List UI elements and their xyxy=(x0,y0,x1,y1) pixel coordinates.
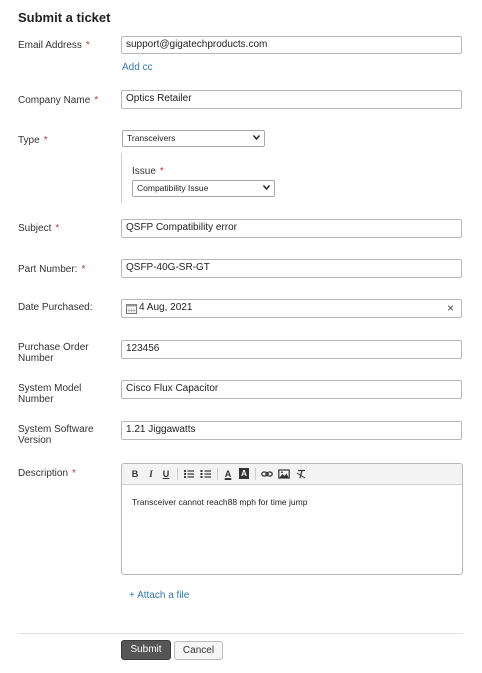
required-marker: * xyxy=(81,264,86,275)
background-color-icon[interactable]: A xyxy=(239,468,249,479)
toolbar-separator xyxy=(177,468,178,480)
numbered-list-icon[interactable] xyxy=(200,467,212,481)
attach-file-link[interactable]: + Attach a file xyxy=(129,590,190,601)
subject-field[interactable]: QSFP Compatibility error xyxy=(121,219,462,238)
email-label: Email Address * xyxy=(18,40,90,51)
underline-icon[interactable]: U xyxy=(162,469,170,479)
required-marker: * xyxy=(55,223,60,234)
chevron-down-icon xyxy=(263,183,270,192)
bullet-list-icon[interactable] xyxy=(183,467,195,481)
font-color-icon[interactable]: A xyxy=(224,469,232,479)
type-select[interactable] xyxy=(122,130,265,147)
company-field[interactable]: Optics Retailer xyxy=(121,90,462,109)
toolbar-separator xyxy=(217,468,218,480)
clear-date-icon[interactable]: × xyxy=(446,301,454,315)
issue-label: Issue * xyxy=(132,166,164,177)
system-software-label: System Software Version xyxy=(18,424,94,446)
italic-icon[interactable]: I xyxy=(149,469,153,479)
required-marker: * xyxy=(94,95,99,106)
description-editor[interactable] xyxy=(121,463,463,575)
part-number-label: Part Number: * xyxy=(18,264,86,275)
calendar-icon[interactable] xyxy=(126,303,137,314)
link-icon[interactable] xyxy=(261,467,273,481)
form-divider xyxy=(18,633,463,634)
type-select-value: Transceivers xyxy=(127,133,176,143)
po-number-label: Purchase Order Number xyxy=(18,342,89,364)
image-icon[interactable] xyxy=(278,467,290,481)
company-label: Company Name * xyxy=(18,95,99,106)
subject-label: Subject * xyxy=(18,223,60,234)
issue-select[interactable] xyxy=(132,180,275,197)
chevron-down-icon xyxy=(253,133,260,142)
system-software-field[interactable]: 1.21 Jiggawatts xyxy=(121,421,462,440)
issue-select-value: Compatibility Issue xyxy=(137,183,209,193)
description-label: Description * xyxy=(18,468,76,479)
required-marker: * xyxy=(43,135,48,146)
toolbar-separator xyxy=(255,468,256,480)
page-title: Submit a ticket xyxy=(18,10,111,25)
system-model-field[interactable]: Cisco Flux Capacitor xyxy=(121,380,462,399)
type-label: Type * xyxy=(18,135,48,146)
bold-icon[interactable]: B xyxy=(131,469,139,479)
add-cc-link[interactable]: Add cc xyxy=(122,62,153,73)
date-purchased-field[interactable] xyxy=(121,299,462,318)
date-purchased-value: 4 Aug, 2021 xyxy=(139,302,193,313)
date-purchased-label: Date Purchased: xyxy=(18,302,93,313)
system-model-label: System Model Number xyxy=(18,383,82,405)
required-marker: * xyxy=(85,40,90,51)
required-marker: * xyxy=(159,166,164,177)
required-marker: * xyxy=(72,468,76,479)
cancel-button[interactable]: Cancel xyxy=(174,641,223,660)
po-number-field[interactable]: 123456 xyxy=(121,340,462,359)
part-number-field[interactable]: QSFP-40G-SR-GT xyxy=(121,259,462,278)
editor-toolbar xyxy=(122,464,462,485)
submit-button[interactable]: Submit xyxy=(121,640,171,660)
email-field[interactable]: support@gigatechproducts.com xyxy=(121,36,462,54)
clear-format-icon[interactable] xyxy=(295,467,307,481)
description-text[interactable]: Transceiver cannot reach88 mph for time jump xyxy=(132,497,308,507)
